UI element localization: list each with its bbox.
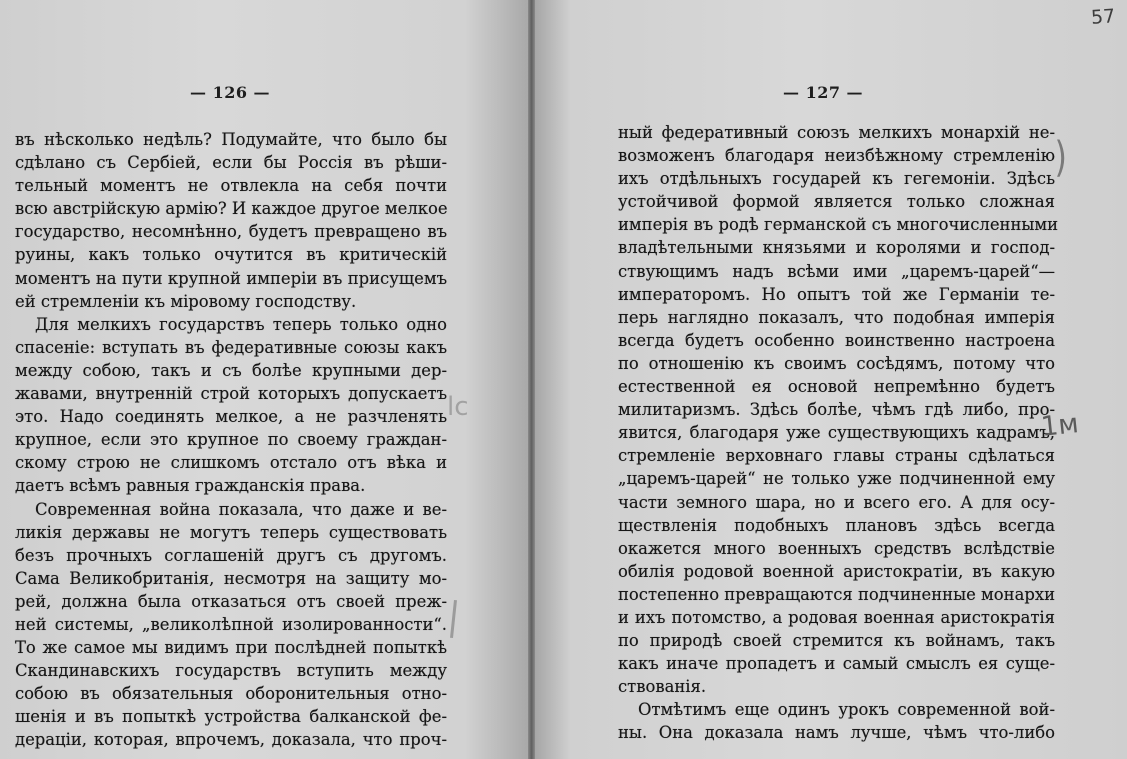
text-line: моментъ на пути крупной имперіи въ присущемъ: [15, 268, 447, 288]
text-line: безъ прочныхъ соглашеній другъ съ другомъ.: [15, 545, 447, 565]
text-line: собою въ обязательныя оборонительныя отно-: [15, 684, 447, 704]
text-line: Современная война показала, что даже и ве-: [35, 499, 447, 519]
right-page: [535, 0, 1127, 759]
text-line: ей стремленіи къ міровому господству.: [15, 291, 357, 311]
text-line: естественной ея основой непремѣнно будетъ: [618, 377, 1055, 397]
text-line: стремленіе верховнаго главы страны сдѣлаться: [618, 446, 1055, 466]
text-line: явится, благодаря уже существующихъ кадрамъ,: [618, 423, 1055, 443]
text-line: милитаризмъ. Здѣсь болѣе, чѣмъ гдѣ либо, про-: [618, 400, 1055, 420]
text-line: устойчивой формой является только сложная: [618, 192, 1055, 212]
text-line: и ихъ потомство, а родовая военная аристократія: [618, 607, 1055, 627]
pencil-bracket-mark: [1055, 132, 1067, 181]
text-line: обилія родовой военной аристократіи, въ какую: [618, 561, 1055, 581]
text-line: ны. Она доказала намъ лучше, чѣмъ что-либо: [618, 723, 1055, 743]
pencil-margin-note-right: 1м: [1039, 408, 1081, 443]
left-page-text: [15, 128, 447, 752]
text-line: всю австрійскую армію? И каждое другое мелкое: [15, 199, 448, 219]
text-line: по отношенію къ своимъ сосѣдямъ, потому что: [618, 353, 1055, 373]
text-line: части земного шара, но и всего его. А для осу-: [618, 492, 1055, 512]
pencil-margin-note-left: lc: [447, 392, 469, 422]
text-line: То же самое мы видимъ при послѣдней попыткѣ: [15, 638, 447, 658]
text-line: шенія и въ попыткѣ устройства балканской фе-: [15, 707, 447, 727]
text-line: постепенно превращаются подчиненные монархи: [618, 584, 1056, 604]
text-line: скому строю не слишкомъ отстало отъ вѣка и: [15, 453, 447, 473]
text-line: ликія державы не могутъ теперь существовать: [15, 522, 447, 542]
book-gutter: [528, 0, 535, 759]
text-line: между собою, такъ и съ болѣе крупными дер-: [15, 360, 447, 380]
text-line: Отмѣтимъ еще одинъ урокъ современной вой-: [638, 700, 1055, 720]
text-line: ней системы, „великолѣпной изолированности“.: [15, 614, 447, 634]
text-line: возможенъ благодаря неизбѣжному стремленію: [618, 146, 1055, 166]
text-line: императоромъ. Но опытъ той же Германіи те-: [618, 284, 1055, 304]
text-line: ихъ отдѣльныхъ государей къ гегемоніи. Здѣсь: [618, 169, 1055, 189]
text-line: въ нѣсколько недѣль? Подумайте, что было бы: [15, 130, 447, 149]
text-line: дераціи, которая, впрочемъ, доказала, что проч-: [15, 730, 447, 750]
page-number-right: — 127 —: [783, 83, 864, 102]
text-line: сдѣлано съ Сербіей, если бы Россія въ рѣши-: [15, 153, 447, 173]
text-line: ствующимъ надъ всѣми ими „царемъ-царей“—: [618, 261, 1055, 281]
text-line: руины, какъ только очутится въ критическій: [15, 245, 447, 265]
text-line: всегда будетъ особенно воинственно настроена: [618, 330, 1055, 350]
text-line: Сама Великобританія, несмотря на защиту мо-: [15, 568, 447, 588]
text-line: государство, несомнѣнно, будетъ превращено въ: [15, 222, 447, 242]
text-line: перь наглядно показалъ, что подобная имперія: [618, 307, 1055, 327]
text-line: спасеніе: вступать въ федеративные союзы какъ: [15, 337, 447, 357]
text-line: ствованія.: [618, 677, 707, 697]
left-page: [0, 0, 528, 759]
text-line: это. Надо соединять мелкое, а не разчленять: [15, 407, 447, 427]
page-number-left: — 126 —: [190, 83, 271, 102]
text-line: Скандинавскихъ государствъ вступить между: [15, 661, 447, 681]
text-line: тельный моментъ не отвлекла на себя почти: [15, 176, 447, 196]
right-page-text: [618, 121, 1059, 745]
bracket-icon: ): [1054, 132, 1067, 182]
text-line: крупное, если это крупное по своему граждан-: [15, 430, 447, 450]
text-line: „царемъ-царей“ не только уже подчиненной ему: [618, 469, 1055, 489]
text-line: ществленія подобныхъ плановъ здѣсь всегда: [618, 515, 1055, 535]
text-line: даетъ всѣмъ равныя гражданскія права.: [15, 476, 366, 496]
text-line: по природѣ своей стремится къ войнамъ, такъ: [618, 631, 1055, 651]
text-line: ный федеративный союзъ мелкихъ монархій не-: [618, 123, 1055, 142]
text-line: окажется много военныхъ средствъ вслѣдствіе: [618, 538, 1055, 558]
text-line: какъ иначе пропадетъ и самый смыслъ ея суще-: [618, 654, 1055, 674]
text-line: рей, должна была отказаться отъ своей преж-: [15, 591, 447, 611]
text-line: Для мелкихъ государствъ теперь только одно: [35, 314, 447, 334]
handwritten-page-mark: 57: [1090, 5, 1116, 29]
text-line: жавами, внутренній строй которыхъ допускаетъ: [15, 384, 447, 404]
text-line: имперія въ родѣ германской съ многочисленными: [618, 215, 1059, 235]
text-line: владѣтельными князьями и королями и господ-: [618, 238, 1055, 258]
pencil-mark: [450, 600, 457, 638]
